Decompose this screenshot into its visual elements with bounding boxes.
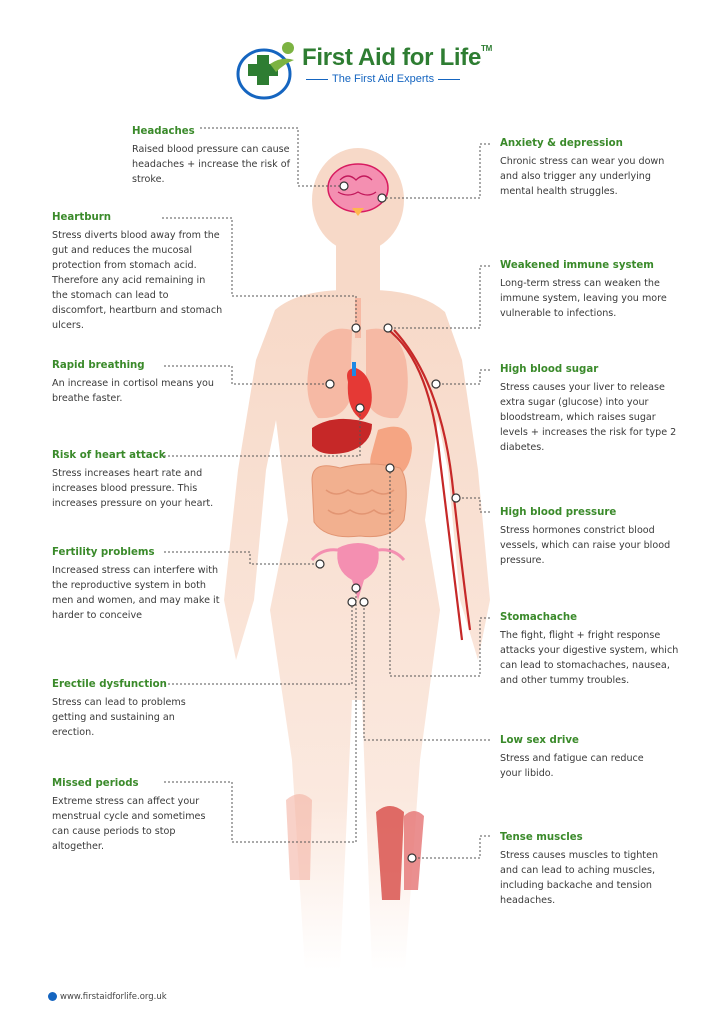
tense-muscles-title: Tense muscles <box>500 832 583 843</box>
stomachache-text: The fight, flight + fright response attacks your digestive system, which can lead to stomachaches, nausea, and other tummy troubles. <box>500 630 679 686</box>
label-immune <box>500 258 680 321</box>
label-headaches <box>132 124 292 187</box>
label-breathing <box>52 358 222 406</box>
label-heartburn <box>52 210 224 333</box>
headaches-title: Headaches <box>132 126 195 137</box>
tense-muscles-text: Stress causes muscles to tighten and can lead to aching muscles, including backache and tension headaches. <box>500 850 659 906</box>
missed-periods-text: Extreme stress can affect your menstrual cycle and sometimes can cause periods to stop altogether. <box>52 796 206 852</box>
sugar-text: Stress causes your liver to release extra sugar (glucose) into your bloodstream, which raises sugar levels + increases the risk for type 2 diabetes. <box>500 382 677 453</box>
erectile-text: Stress can lead to problems getting and sustaining an erection. <box>52 697 186 738</box>
heartburn-text: Stress diverts blood away from the gut and reduces the mucosal protection from stomach acid. Therefore any acid remaining in the stomach can lead to discomfort, heartburn and stomach ulcers. <box>52 230 223 331</box>
label-heart-attack <box>52 448 224 511</box>
fertility-text: Increased stress can interfere with the reproductive system in both men and women, and may make it harder to conceive <box>52 565 220 621</box>
heartburn-title: Heartburn <box>52 212 112 223</box>
footer-website[interactable] <box>48 992 167 1002</box>
brand-name: First Aid for Life™ <box>302 44 492 71</box>
label-fertility <box>52 545 228 623</box>
globe-icon <box>48 992 57 1001</box>
fertility-title: Fertility problems <box>52 547 155 558</box>
label-stomachache <box>500 610 682 688</box>
label-erectile <box>52 677 202 740</box>
breathing-title: Rapid breathing <box>52 360 145 371</box>
label-anxiety <box>500 136 670 199</box>
intestines-icon <box>312 464 406 537</box>
anxiety-title: Anxiety & depression <box>500 138 623 149</box>
label-libido <box>500 733 668 781</box>
missed-periods-title: Missed periods <box>52 778 139 789</box>
sugar-title: High blood sugar <box>500 364 599 375</box>
immune-text: Long-term stress can weaken the immune system, leaving you more vulnerable to infections. <box>500 278 667 319</box>
immune-title: Weakened immune system <box>500 260 654 271</box>
label-tense-muscles <box>500 830 678 908</box>
erectile-title: Erectile dysfunction <box>52 679 167 690</box>
breathing-text: An increase in cortisol means you breathe faster. <box>52 378 214 404</box>
stomachache-title: Stomachache <box>500 612 578 623</box>
footer-url[interactable]: www.firstaidforlife.org.uk <box>60 992 167 1002</box>
headaches-text: Raised blood pressure can cause headaches + increase the risk of stroke. <box>132 144 290 185</box>
label-missed-periods <box>52 776 222 854</box>
libido-title: Low sex drive <box>500 735 579 746</box>
blood-pressure-title: High blood pressure <box>500 507 617 518</box>
anxiety-text: Chronic stress can wear you down and also trigger any underlying mental health struggles. <box>500 156 665 197</box>
blood-pressure-text: Stress hormones constrict blood vessels, which can raise your blood pressure. <box>500 525 671 566</box>
heart-attack-text: Stress increases heart rate and increases blood pressure. This increases pressure on your heart. <box>52 468 214 509</box>
brand-tagline: The First Aid Experts <box>302 73 492 85</box>
libido-text: Stress and fatigue can reduce your libido. <box>500 753 644 779</box>
label-sugar <box>500 362 682 455</box>
label-blood-pressure <box>500 505 680 568</box>
heart-attack-title: Risk of heart attack <box>52 450 166 461</box>
